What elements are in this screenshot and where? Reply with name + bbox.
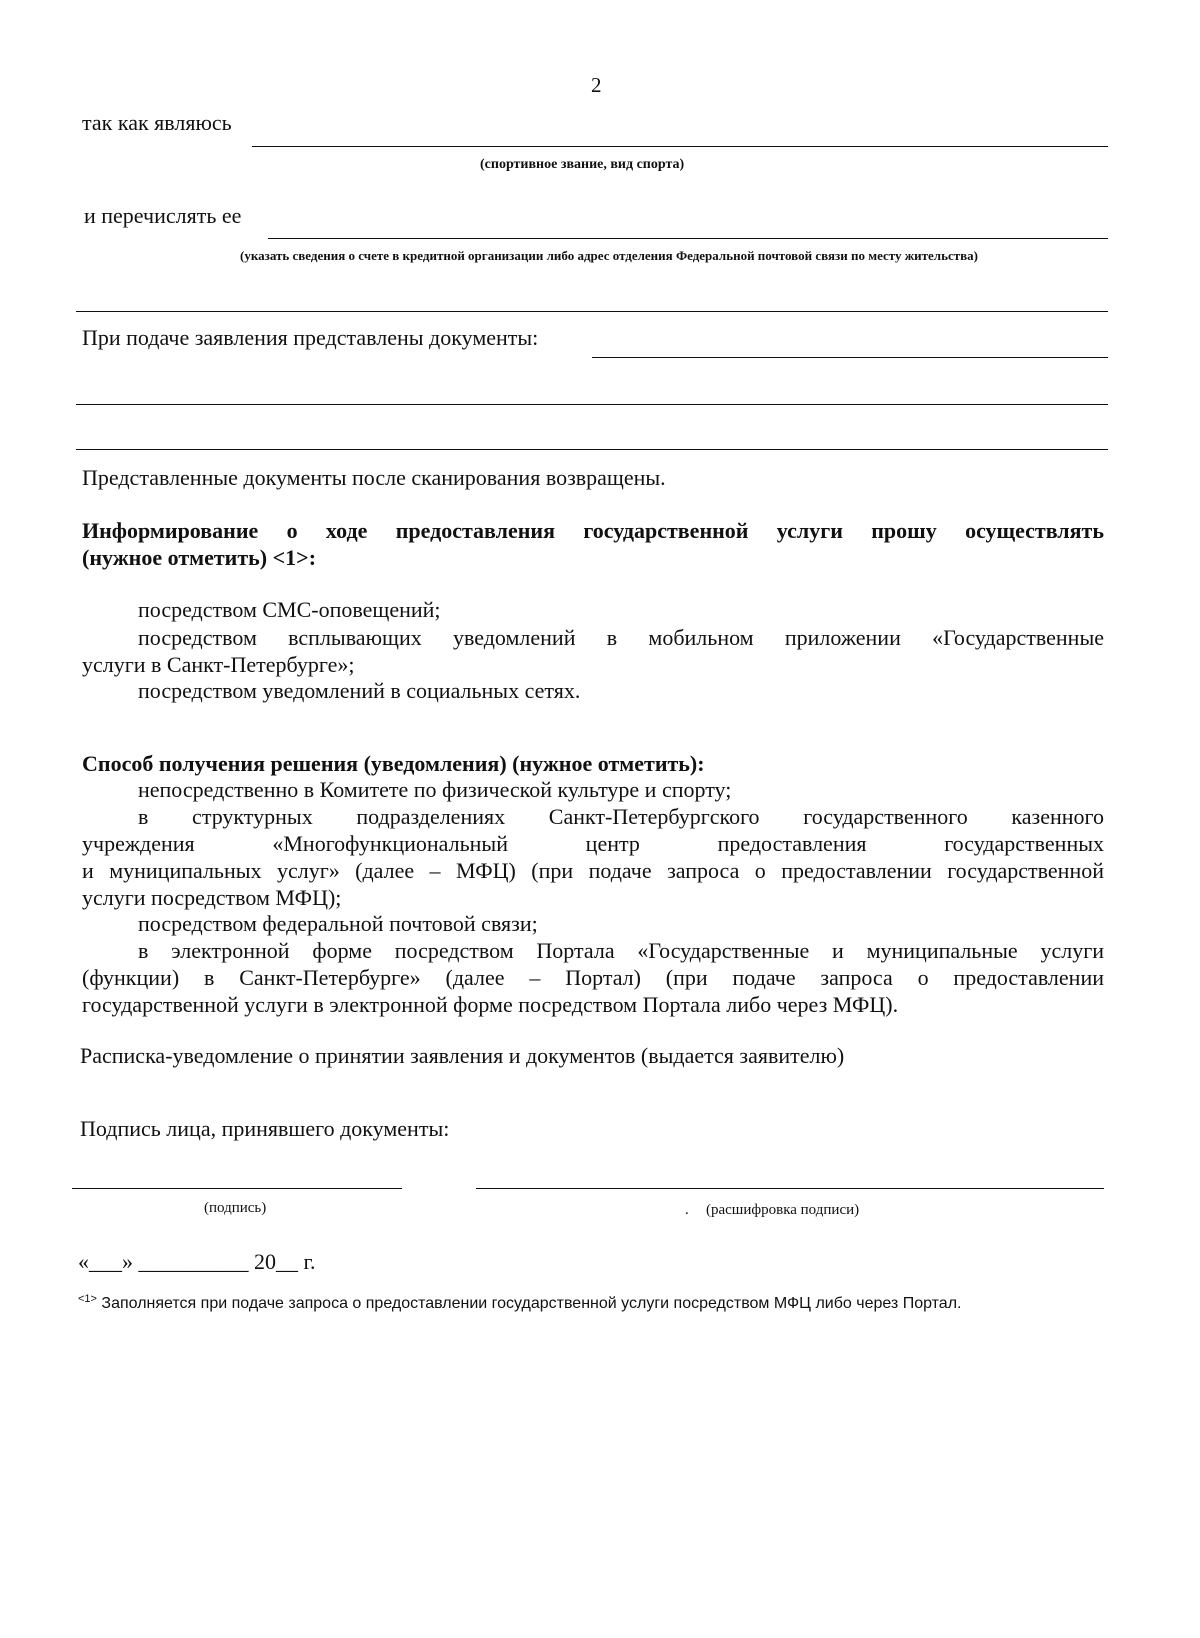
informing-option-sms: посредством СМС-оповещений; [138,597,441,622]
documents-label: При подаче заявления представлены документы: [82,325,539,350]
signature-dot: . [685,1202,689,1218]
signature-label: Подпись лица, принявшего документы: [80,1116,450,1141]
informing-heading-line1: Информирование о ходе предоставления государственной услуги прошу осуществлять [82,518,1104,543]
receipt-option-portal-line3: государственной услуги в электронной форме посредством Портала либо через МФЦ). [82,992,899,1017]
signature-decode-line[interactable] [476,1188,1104,1189]
receipt-method-heading: Способ получения решения (уведомления) (нужное отметить): [82,751,705,776]
informing-option-push [82,624,1104,678]
blank-line-2[interactable] [76,404,1108,405]
receipt-notice: Расписка-уведомление о принятии заявления и документов (выдается заявителю) [80,1043,845,1068]
receipt-option-mfc-line3: и муниципальных услуг» (далее – МФЦ) (при подаче запроса о предоставлении государственной [82,858,1104,883]
date-day-field[interactable]: ___ [89,1249,122,1274]
as-i-am-label: так как являюсь [82,110,232,135]
footnote [78,1289,961,1314]
page-number: 2 [591,73,602,97]
transfer-label: и перечислять ее [84,203,242,228]
as-i-am-field-line[interactable] [252,146,1108,147]
footnote-text: Заполняется при подаче запроса о предоставлении государственной услуги посредством МФЦ либо через Портал. [101,1295,962,1312]
receipt-option-mfc-line4: услуги посредством МФЦ); [82,885,342,910]
receipt-option-portal-line2: (функции) в Санкт-Петербурге» (далее – Портал) (при подаче запроса о предоставлении [82,965,1104,990]
informing-heading-line2: (нужное отметить) <1>: [82,545,317,570]
receipt-option-portal [82,937,1104,1018]
informing-option-social: посредством уведомлений в социальных сетях. [138,678,581,703]
receipt-option-mfc [82,803,1104,911]
date-line [78,1249,316,1275]
informing-heading [82,517,1104,571]
blank-line-1[interactable] [76,311,1108,312]
transfer-field-line[interactable] [268,238,1108,239]
transfer-caption: (указать сведения о счете в кредитной организации либо адрес отделения Федеральной почтовой связи по месту жительства) [240,248,978,263]
informing-option-push-line2: услуги в Санкт-Петербурге»; [82,652,355,677]
date-year-suffix: г. [303,1249,316,1274]
date-close-quote: » [122,1249,133,1274]
informing-option-push-line1: посредством всплывающих уведомлений в мобильном приложении «Государственные [138,625,1104,650]
receipt-option-mfc-line2: учреждения «Многофункциональный центр предоставления государственных [82,831,1104,856]
date-year-prefix: 20 [254,1249,276,1274]
documents-returned: Представленные документы после сканирования возвращены. [82,465,666,490]
documents-field-line[interactable] [592,357,1108,358]
receipt-option-mfc-line1: в структурных подразделениях Санкт-Петербургского государственного казенного [138,804,1104,829]
receipt-option-portal-line1: в электронной форме посредством Портала «Государственные и муниципальные услуги [138,938,1104,963]
blank-line-3[interactable] [76,449,1108,450]
signature-decode-caption: (расшифровка подписи) [706,1202,860,1218]
as-i-am-caption: (спортивное звание, вид спорта) [480,157,685,172]
signature-caption: (подпись) [204,1200,267,1216]
receipt-option-committee: непосредственно в Комитете по физической культуре и спорту; [138,777,732,802]
date-year-field[interactable]: __ [276,1249,298,1274]
receipt-option-post: посредством федеральной почтовой связи; [138,911,538,936]
signature-line[interactable] [72,1188,402,1189]
date-open-quote: « [78,1249,89,1274]
date-month-field[interactable]: __________ [138,1249,249,1274]
footnote-marker: <1> [78,1293,97,1305]
